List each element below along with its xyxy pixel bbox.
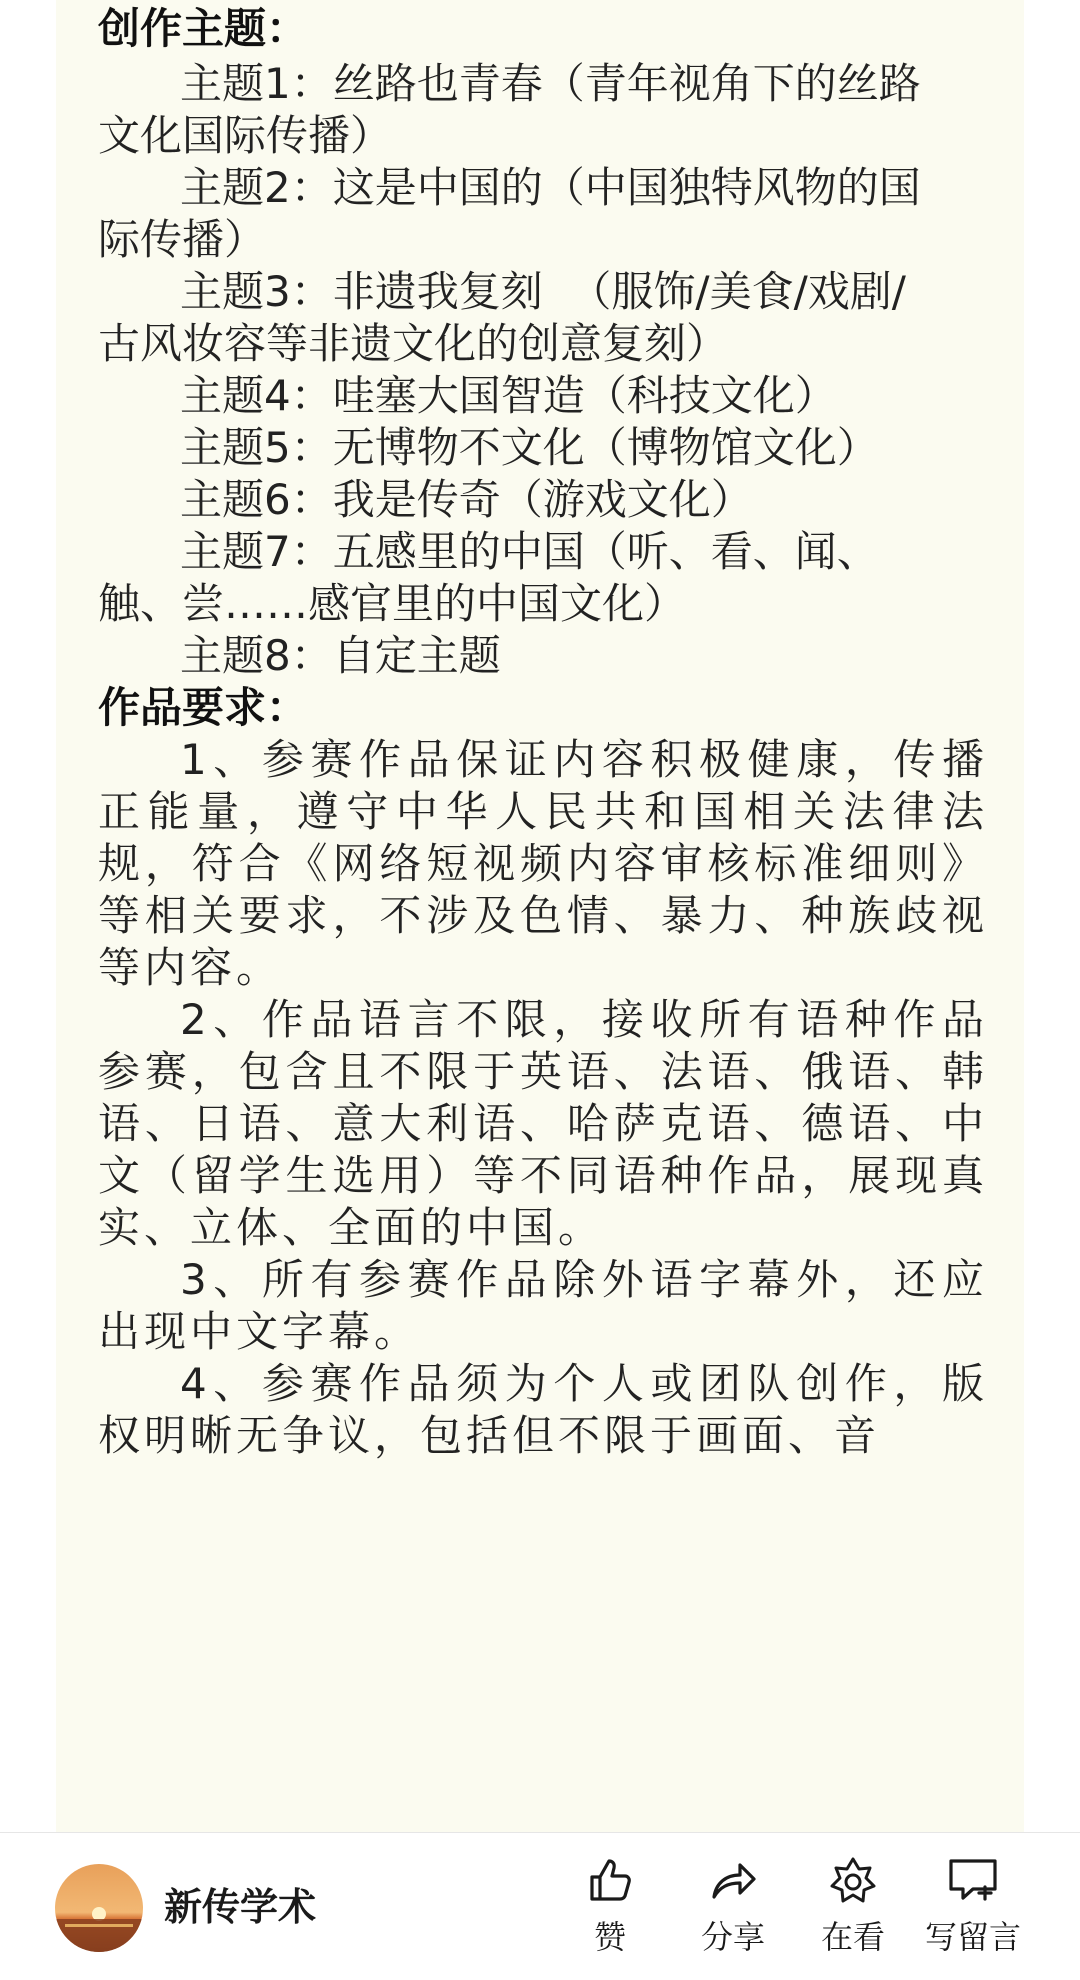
share-button[interactable] (673, 1853, 793, 1973)
watching-label: 在看 (820, 1918, 885, 1956)
requirement-1: 1、参赛作品保证内容积极健康，传播正能量，遵守中华人民共和国相关法律法规，符合《网络短视频内容审核标准细则》等相关要求，不涉及色情、暴力、种族歧视等内容。 (98, 735, 988, 992)
topic-2-line-2: 际传播） (98, 215, 267, 264)
topic-2-line-1: 主题2：这是中国的（中国独特风物的国 (180, 163, 921, 212)
requirement-4: 4、参赛作品须为个人或团队创作，版权明晰无争议，包括但不限于画面、音 (98, 1359, 988, 1460)
share-label: 分享 (700, 1918, 765, 1956)
topic-7-line-2: 触、尝……感官里的中国文化） (98, 579, 687, 628)
flower-icon (826, 1853, 880, 1907)
topic-8: 主题8：自定主题 (180, 631, 501, 680)
topic-1-line-1: 主题1：丝路也青春（青年视角下的丝路 (180, 59, 921, 108)
comment-plus-icon (945, 1853, 1001, 1907)
article-content-panel (56, 0, 1024, 1832)
account-avatar[interactable] (55, 1864, 143, 1952)
like-label: 赞 (593, 1918, 626, 1956)
topic-3-line-2: 古风妆容等非遗文化的创意复刻） (98, 319, 729, 368)
comment-label: 写留言 (924, 1918, 1021, 1956)
bottom-action-bar (0, 1832, 1080, 1980)
topic-1-line-2: 文化国际传播） (98, 111, 393, 160)
requirement-3: 3、所有参赛作品除外语字幕外，还应出现中文字幕。 (98, 1255, 988, 1356)
watching-button[interactable] (793, 1853, 913, 1973)
comment-button[interactable] (913, 1853, 1033, 1973)
like-button[interactable] (550, 1853, 670, 1973)
share-arrow-icon (706, 1853, 760, 1907)
thumbs-up-icon (583, 1853, 637, 1907)
topic-7-line-1: 主题7：五感里的中国（听、看、闻、 (180, 527, 879, 576)
account-name[interactable]: 新传学术 (164, 1885, 317, 1929)
topic-4: 主题4：哇塞大国智造（科技文化） (180, 371, 837, 420)
topic-6: 主题6：我是传奇（游戏文化） (180, 475, 753, 524)
sunset-avatar-image (55, 1864, 143, 1952)
requirements-heading: 作品要求： (98, 683, 309, 732)
requirement-2: 2、作品语言不限，接收所有语种作品参赛，包含且不限于英语、法语、俄语、韩语、日语、意大利语、哈萨克语、德语、中文（留学生选用）等不同语种作品，展现真实、立体、全面的中国。 (98, 995, 988, 1252)
topics-heading: 创作主题： (98, 4, 309, 53)
article-body (98, 0, 988, 1462)
topic-3-line-1: 主题3：非遗我复刻 （服饰/美食/戏剧/ (180, 267, 906, 316)
topic-5: 主题5：无博物不文化（博物馆文化） (180, 423, 879, 472)
